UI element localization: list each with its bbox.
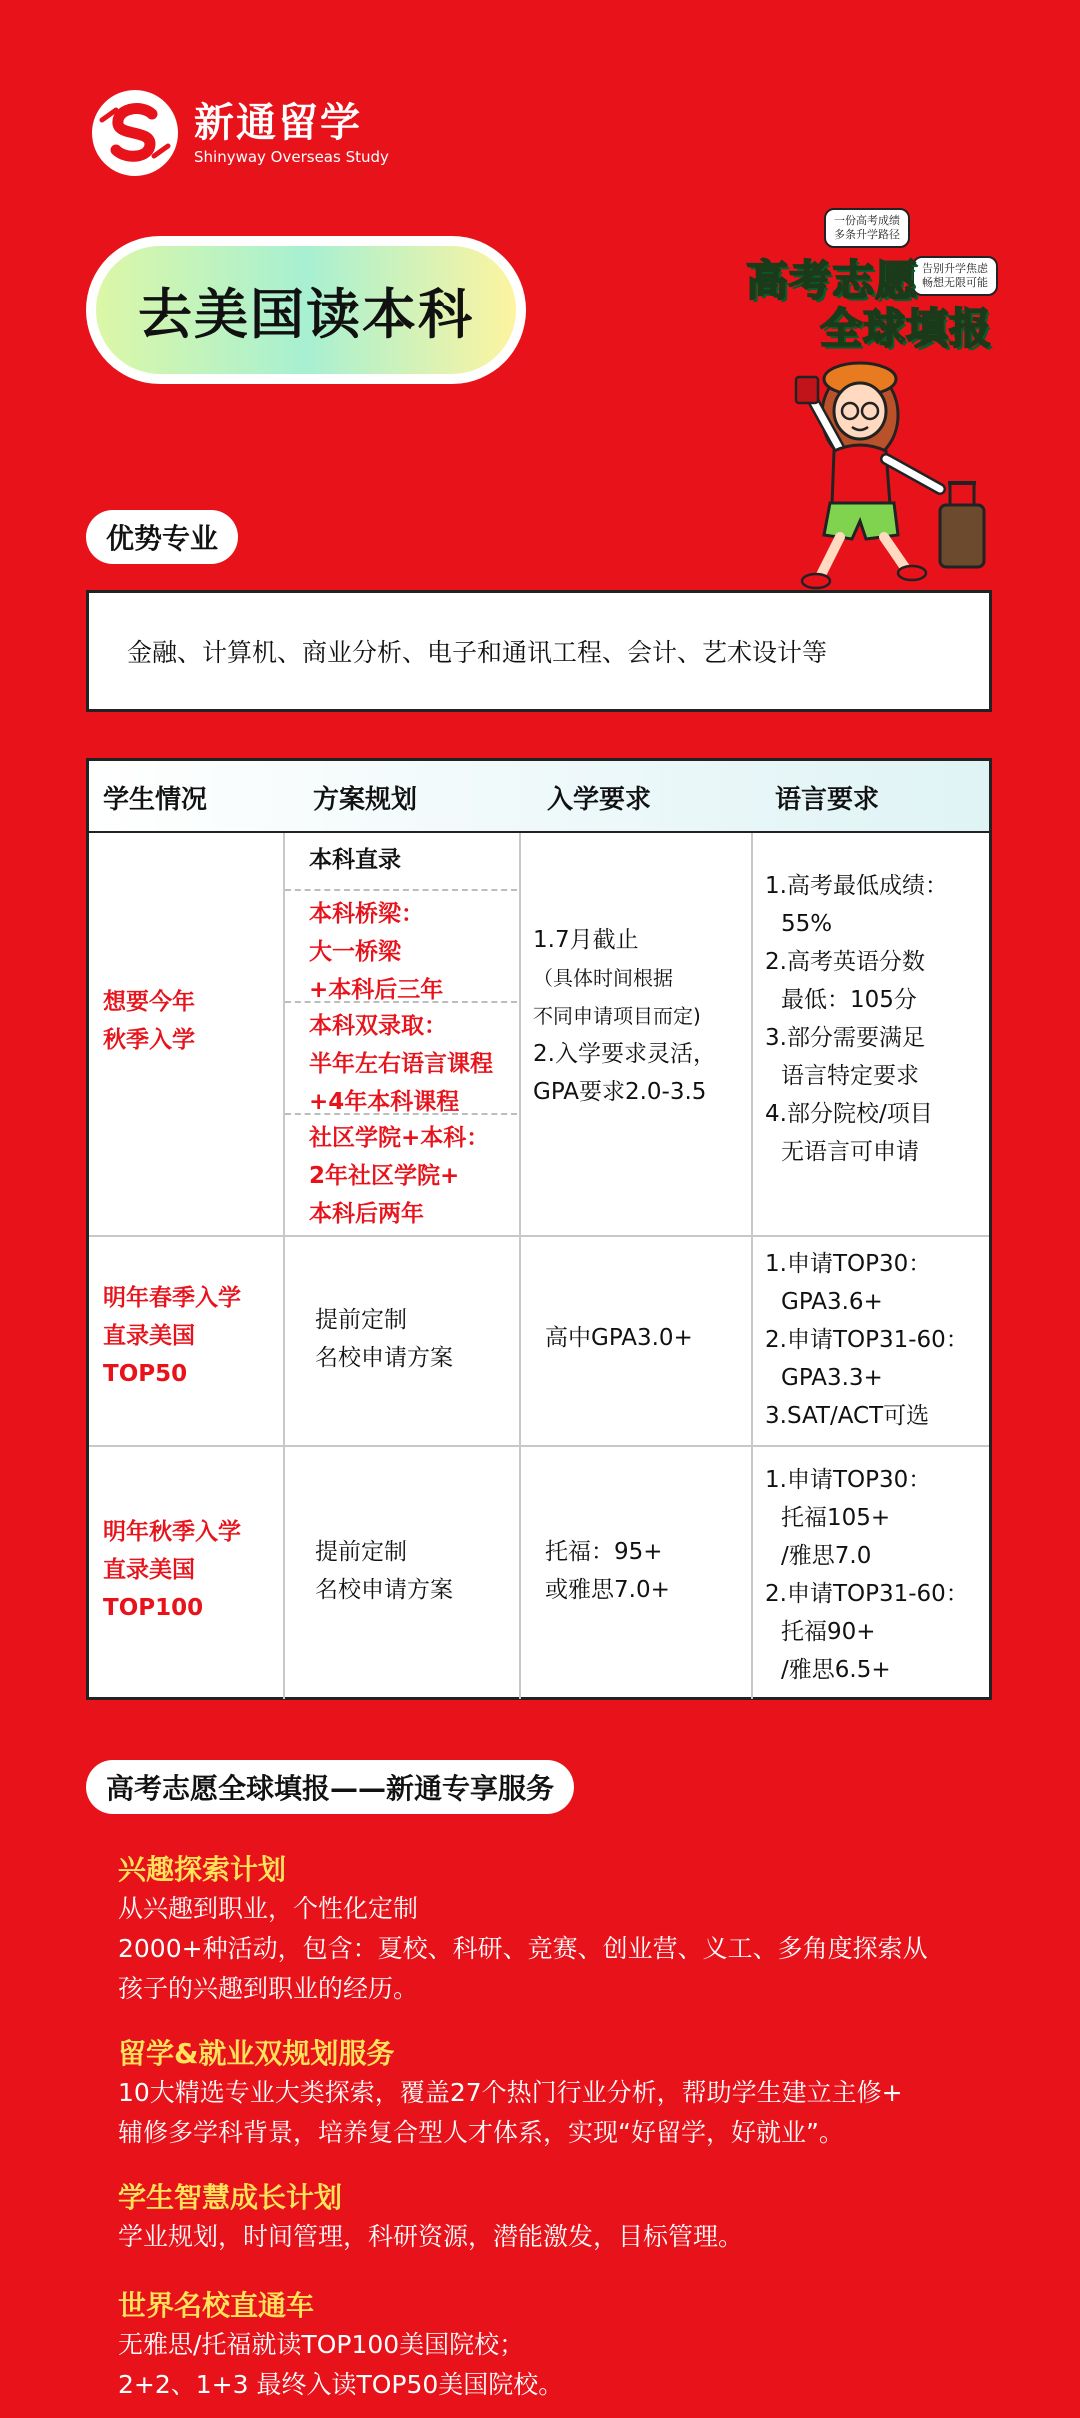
- row3-situation-line-3: TOP100: [103, 1595, 204, 1621]
- row1-language: [765, 867, 948, 1171]
- row3-situation-line-2: 直录美国: [103, 1557, 195, 1583]
- page-title: 去美国读本科: [138, 282, 474, 346]
- row1-plan-4-line-2: 2年社区学院+: [309, 1163, 460, 1189]
- row1-plan-4-line-1: 社区学院+本科：: [309, 1125, 490, 1151]
- row1-situation-line-1: 想要今年: [103, 989, 195, 1015]
- admission-table: [86, 758, 992, 1700]
- row1-plan-3-line-2: 半年左右语言课程: [309, 1051, 493, 1077]
- row3-plan-line-2: 名校申请方案: [315, 1577, 453, 1603]
- row3-plan-line-1: 提前定制: [315, 1539, 407, 1565]
- service-1-title: 兴趣探索计划: [118, 1853, 287, 1886]
- row1-plan-3-line-3: +4年本科课程: [309, 1089, 460, 1115]
- row1-plan-1-line-1: 本科直录: [309, 847, 401, 873]
- promo-headline-1: 高考志愿: [746, 256, 919, 305]
- row2-plan: [315, 1301, 453, 1377]
- row1-plan-1: [309, 841, 401, 879]
- service-3-line-1: 学业规划，时间管理，科研资源，潜能激发，目标管理。: [118, 2222, 744, 2251]
- row1-admission-line-1: 1.7月截止: [533, 927, 639, 953]
- row3-admission-line-2: 或雅思7.0+: [545, 1577, 670, 1603]
- service-4-title: 世界名校直通车: [118, 2289, 315, 2322]
- section-tag-services: [86, 1760, 574, 1814]
- row2-admission: [545, 1319, 693, 1357]
- row1-admission-line-5: GPA要求2.0-3.5: [533, 1079, 707, 1105]
- section-tag-majors-label: 优势专业: [106, 522, 219, 555]
- majors-box: [86, 590, 992, 712]
- row1-language-line-7: 4.部分院校/项目: [765, 1101, 933, 1127]
- row1-language-line-4: 最低：105分: [781, 987, 917, 1013]
- row3-language-line-4: 2.申请TOP31-60：: [765, 1581, 969, 1607]
- brand-tagline: Shinyway Overseas Study: [194, 148, 389, 166]
- row1-language-line-2: 55%: [781, 911, 833, 937]
- promo-headline-2: 全球填报: [820, 304, 993, 353]
- row3-language-line-2: 托福105+: [781, 1505, 891, 1531]
- promo-bubble-1: 一份高考成绩 多条升学路径: [824, 208, 910, 248]
- table-header-plan: 方案规划: [313, 784, 418, 815]
- service-1-line-3: 孩子的兴趣到职业的经历。: [118, 1974, 419, 2003]
- row1-language-line-8: 无语言可申请: [781, 1139, 919, 1165]
- row1-plan-4-line-3: 本科后两年: [309, 1201, 424, 1227]
- row2-plan-line-2: 名校申请方案: [315, 1345, 453, 1371]
- row2-language: [765, 1245, 969, 1435]
- service-3-title: 学生智慧成长计划: [118, 2181, 343, 2214]
- row2-language-line-3: 2.申请TOP31-60：: [765, 1327, 969, 1353]
- row2-language-line-1: 1.申请TOP30：: [765, 1251, 932, 1277]
- row3-situation: [103, 1513, 241, 1627]
- service-1-line-2: 2000+种活动，包含：夏校、科研、竞赛、创业营、义工、多角度探索从: [118, 1934, 928, 1963]
- promo-badge: [740, 208, 1000, 358]
- page-title-pill: [86, 236, 526, 384]
- row1-plan-3: [309, 1007, 493, 1121]
- service-2-line-2: 辅修多学科背景，培养复合型人才体系，实现“好留学，好就业”。: [118, 2118, 844, 2147]
- row1-language-line-5: 3.部分需要满足: [765, 1025, 925, 1051]
- service-4-line-2: 2+2、1+3 最终入读TOP50美国院校。: [118, 2370, 564, 2399]
- row2-situation: [103, 1279, 241, 1393]
- service-2-line-1: 10大精选专业大类探索，覆盖27个热门行业分析，帮助学生建立主修+: [118, 2078, 903, 2107]
- promo-bubble-2: 告别升学焦虑 畅想无限可能: [912, 256, 998, 296]
- brand-name: 新通留学: [194, 100, 362, 146]
- row3-situation-line-1: 明年秋季入学: [103, 1519, 241, 1545]
- row1-plan-2: [309, 895, 443, 1009]
- row1-admission-line-4: 2.入学要求灵活，: [533, 1041, 716, 1067]
- service-1-line-1: 从兴趣到职业，个性化定制: [118, 1894, 419, 1923]
- table-header-language: 语言要求: [775, 784, 880, 815]
- row1-plan-3-line-1: 本科双录取：: [309, 1013, 447, 1039]
- row2-situation-line-2: 直录美国: [103, 1323, 195, 1349]
- row2-plan-line-1: 提前定制: [315, 1307, 407, 1333]
- row2-language-line-2: GPA3.6+: [781, 1289, 883, 1315]
- majors-text: 金融、计算机、商业分析、电子和通讯工程、会计、艺术设计等: [127, 638, 828, 667]
- service-4-line-1: 无雅思/托福就读TOP100美国院校；: [118, 2330, 525, 2359]
- row1-admission: [533, 921, 716, 1111]
- row1-language-line-3: 2.高考英语分数: [765, 949, 925, 975]
- shinyway-logo-icon: [92, 90, 178, 176]
- row3-language-line-5: 托福90+: [781, 1619, 876, 1645]
- row1-admission-line-3: 不同申请项目而定): [533, 1004, 701, 1028]
- row2-language-line-5: 3.SAT/ACT可选: [765, 1403, 930, 1429]
- table-header-admission: 入学要求: [547, 784, 652, 815]
- row3-language: [765, 1461, 969, 1689]
- row3-language-line-6: /雅思6.5+: [781, 1657, 891, 1683]
- row2-situation-line-1: 明年春季入学: [103, 1285, 241, 1311]
- section-tag-services-label: 高考志愿全球填报——新通专享服务: [106, 1772, 555, 1805]
- brand-logo: [92, 90, 389, 176]
- row3-admission-line-1: 托福：95+: [545, 1539, 663, 1565]
- row2-admission-line-1: 高中GPA3.0+: [545, 1325, 693, 1351]
- row3-plan: [315, 1533, 453, 1609]
- row2-language-line-4: GPA3.3+: [781, 1365, 883, 1391]
- row3-admission: [545, 1533, 670, 1609]
- traveler-character-illustration: [790, 355, 1000, 590]
- row1-admission-line-2: （具体时间根据: [533, 966, 673, 990]
- row2-situation-line-3: TOP50: [103, 1361, 188, 1387]
- row1-language-line-1: 1.高考最低成绩：: [765, 873, 948, 899]
- row1-plan-4: [309, 1119, 489, 1233]
- row3-language-line-3: /雅思7.0: [781, 1543, 872, 1569]
- row1-plan-2-line-2: 大一桥梁: [309, 939, 401, 965]
- row1-language-line-6: 语言特定要求: [781, 1063, 919, 1089]
- row1-plan-2-line-1: 本科桥梁：: [309, 901, 424, 927]
- row1-situation: [103, 983, 195, 1059]
- row1-situation-line-2: 秋季入学: [103, 1027, 195, 1053]
- table-header-situation: 学生情况: [103, 784, 208, 815]
- service-2-title: 留学&就业双规划服务: [118, 2037, 395, 2070]
- section-tag-majors: [86, 510, 238, 564]
- row3-language-line-1: 1.申请TOP30：: [765, 1467, 932, 1493]
- row1-plan-2-line-3: +本科后三年: [309, 977, 444, 1003]
- table-header: [89, 761, 989, 833]
